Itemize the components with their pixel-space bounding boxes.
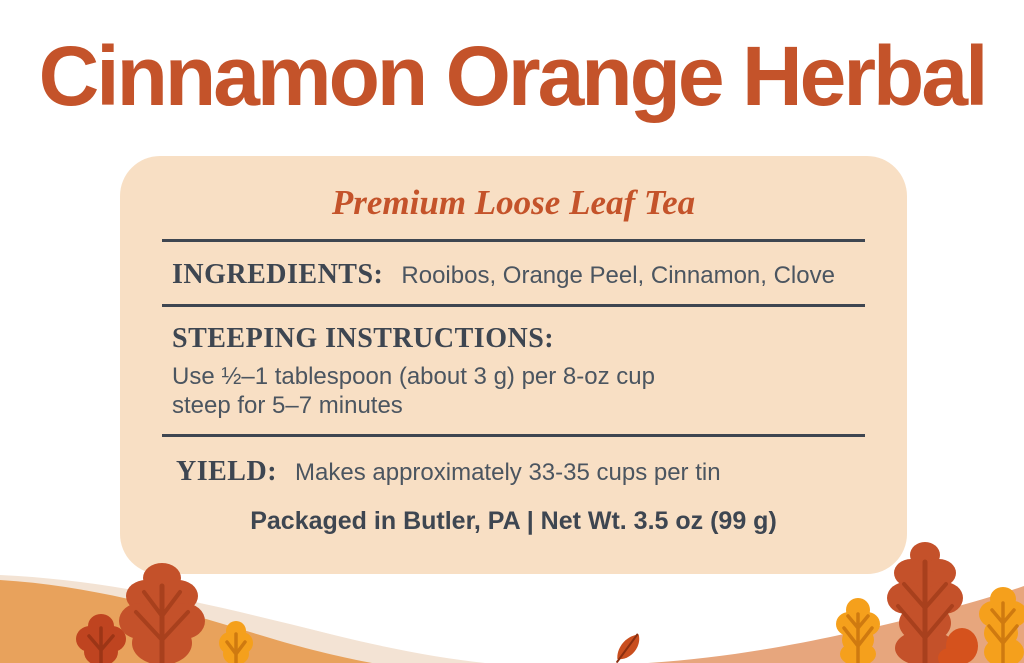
product-subtitle: Premium Loose Leaf Tea bbox=[331, 183, 696, 222]
steeping-line-2: steep for 5–7 minutes bbox=[172, 392, 403, 419]
yield-label: YIELD: bbox=[176, 456, 278, 487]
autumn-landscape bbox=[0, 528, 1024, 663]
yield-value: Makes approximately 33-35 cups per tin bbox=[295, 459, 721, 486]
ingredients-value: Rooibos, Orange Peel, Cinnamon, Clove bbox=[401, 262, 835, 289]
info-card bbox=[120, 156, 907, 574]
product-title: Cinnamon Orange Herbal bbox=[38, 29, 986, 123]
ingredients-label: INGREDIENTS: bbox=[172, 259, 384, 290]
steeping-instructions bbox=[172, 362, 867, 420]
yield-row bbox=[176, 456, 867, 488]
steeping-line-1: Use ½–1 tablespoon (about 3 g) per 8-oz cup bbox=[172, 363, 655, 390]
falling-leaf-icon bbox=[610, 631, 646, 663]
ingredients-row bbox=[172, 259, 867, 291]
steeping-section bbox=[172, 323, 867, 420]
divider-middle-2 bbox=[162, 434, 865, 437]
divider-top bbox=[162, 239, 865, 242]
autumn-tree-icon bbox=[836, 598, 880, 663]
divider-middle-1 bbox=[162, 304, 865, 307]
steeping-label: STEEPING INSTRUCTIONS: bbox=[172, 323, 555, 354]
packaging-net-weight: Packaged in Butler, PA | Net Wt. 3.5 oz (99 g) bbox=[250, 507, 777, 535]
